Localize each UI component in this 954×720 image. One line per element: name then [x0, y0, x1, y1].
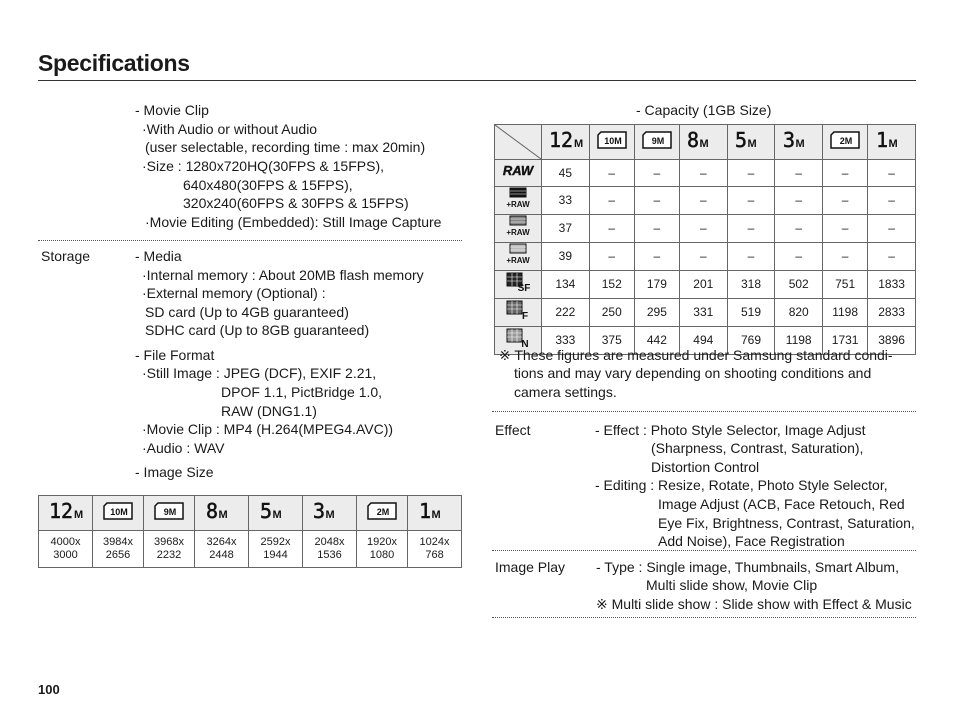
image-size-values-row [39, 531, 462, 568]
capacity-table [494, 124, 916, 355]
capacity-cell: 33 [542, 186, 590, 214]
still-image-format-1: ·Still Image : JPEG (DCF), EXIF 2.21, [142, 365, 377, 381]
audio-format: ·Audio : WAV [142, 440, 225, 456]
capacity-cell: – [589, 186, 634, 214]
internal-memory: ·Internal memory : About 20MB flash memory [142, 267, 424, 283]
capacity-cell: – [868, 186, 916, 214]
res-icon [685, 129, 721, 156]
external-memory: ·External memory (Optional) : [142, 285, 326, 301]
capacity-row [495, 298, 916, 326]
capacity-cell: – [589, 214, 634, 242]
svg-text:10M: 10M [110, 506, 128, 517]
quality-icon [495, 214, 542, 242]
svg-text:5: 5 [735, 128, 748, 151]
capacity-cell: 751 [823, 270, 868, 298]
capacity-cell: – [823, 214, 868, 242]
res-icon [733, 129, 769, 156]
cap-3m-icon [775, 125, 823, 160]
capacity-cell: 375 [589, 326, 634, 354]
capacity-cell: – [679, 242, 727, 270]
capacity-cell: 820 [775, 298, 823, 326]
capacity-cell: – [868, 160, 916, 187]
capacity-cell: 442 [634, 326, 679, 354]
svg-text:2M: 2M [839, 135, 853, 146]
capacity-cell: 494 [679, 326, 727, 354]
svg-text:1: 1 [418, 499, 431, 522]
res-icon [874, 129, 910, 156]
quality-icon [495, 160, 542, 187]
size-9m-icon [144, 496, 195, 531]
size-10m-icon [92, 496, 143, 531]
capacity-cell: – [679, 160, 727, 187]
res-icon [258, 500, 294, 527]
diagonal-line [495, 125, 541, 159]
image-size-table [38, 495, 462, 568]
svg-text:M: M [795, 137, 805, 150]
capacity-cell: 333 [542, 326, 590, 354]
svg-text:+RAW: +RAW [506, 227, 530, 237]
res-icon [365, 501, 399, 526]
capacity-cell: – [775, 186, 823, 214]
image-play-line-2: Multi slide show, Movie Clip [646, 577, 818, 593]
svg-text:M: M [888, 137, 898, 150]
page-number: 100 [38, 682, 60, 697]
capacity-cell: 1833 [868, 270, 916, 298]
quality-icon [495, 298, 542, 326]
capacity-cell: – [679, 186, 727, 214]
res-icon [781, 129, 817, 156]
capacity-cell: 519 [727, 298, 775, 326]
svg-text:RAW: RAW [502, 163, 534, 179]
size-cell: 1920x 1080 [356, 531, 407, 568]
quality-icon [495, 186, 542, 214]
capacity-cell: – [727, 214, 775, 242]
capacity-cell: – [634, 214, 679, 242]
effect-line-2: (Sharpness, Contrast, Saturation), [651, 440, 864, 456]
cap-5m-icon [727, 125, 775, 160]
movie-clip-recording-time: (user selectable, recording time : max 20min) [145, 139, 426, 155]
cap-2m-icon [823, 125, 868, 160]
svg-text:M: M [747, 137, 757, 150]
size-cell: 3984x 2656 [92, 531, 143, 568]
editing-line-3: Eye Fix, Brightness, Contrast, Saturation, [658, 515, 915, 531]
svg-text:SF: SF [517, 282, 531, 293]
svg-text:8: 8 [205, 499, 218, 522]
still-image-format-2: DPOF 1.1, PictBridge 1.0, [221, 384, 383, 400]
capacity-cell: – [727, 186, 775, 214]
svg-text:M: M [574, 137, 584, 150]
image-size-heading: - Image Size [135, 464, 214, 480]
res-icon [101, 501, 135, 526]
sdhc-card: SDHC card (Up to 8GB guaranteed) [145, 322, 370, 338]
cap-8m-icon [679, 125, 727, 160]
capacity-cell: 1198 [823, 298, 868, 326]
movie-clip-heading: - Movie Clip [135, 102, 209, 118]
movie-clip-editing: ·Movie Editing (Embedded): Still Image Capture [145, 214, 442, 230]
effect-line-3: Distortion Control [651, 459, 760, 475]
capacity-cell: – [634, 242, 679, 270]
res-icon [47, 500, 83, 527]
size-5m-icon [249, 496, 303, 531]
svg-text:8: 8 [687, 128, 700, 151]
capacity-cell: 222 [542, 298, 590, 326]
quality-icon [495, 242, 542, 270]
corner-cell [495, 125, 542, 160]
svg-text:M: M [699, 137, 709, 150]
capacity-cell: – [868, 242, 916, 270]
svg-text:M: M [74, 508, 84, 521]
capacity-cell: 331 [679, 298, 727, 326]
size-cell: 3264x 2448 [195, 531, 249, 568]
media-heading: - Media [135, 248, 182, 264]
capacity-cell: – [823, 242, 868, 270]
svg-text:9M: 9M [651, 135, 665, 146]
size-8m-icon [195, 496, 249, 531]
svg-text:3: 3 [782, 128, 795, 151]
capacity-cell: – [823, 160, 868, 187]
page-title: Specifications [38, 50, 190, 76]
cap-12m-icon [542, 125, 590, 160]
capacity-cell: 769 [727, 326, 775, 354]
capacity-cell: – [775, 160, 823, 187]
capacity-cell: 39 [542, 242, 590, 270]
capacity-cell: – [589, 242, 634, 270]
capacity-cell: 45 [542, 160, 590, 187]
res-icon [547, 129, 583, 156]
effect-line-1: - Effect : Photo Style Selector, Image Adjust [595, 422, 866, 438]
editing-line-4: Add Noise), Face Registration [658, 533, 845, 549]
section-divider [38, 240, 462, 241]
svg-text:2M: 2M [376, 506, 390, 517]
image-play-line-3: ※ Multi slide show : Slide show with Effect & Music [596, 596, 912, 612]
svg-text:5: 5 [259, 499, 272, 522]
capacity-cell: – [823, 186, 868, 214]
sd-card: SD card (Up to 4GB guaranteed) [145, 304, 349, 320]
svg-text:12: 12 [49, 499, 74, 522]
svg-text:+RAW: +RAW [506, 199, 530, 209]
file-format-heading: - File Format [135, 347, 215, 363]
capacity-note-3: camera settings. [514, 384, 617, 400]
capacity-row [495, 160, 916, 187]
title-divider [38, 80, 916, 81]
capacity-cell: – [679, 214, 727, 242]
movie-clip-audio: ·With Audio or without Audio [142, 121, 318, 137]
capacity-row [495, 214, 916, 242]
capacity-row [495, 242, 916, 270]
movie-clip-size-3: 320x240(60FPS & 30FPS & 15FPS) [183, 195, 409, 211]
svg-text:M: M [325, 508, 336, 521]
res-icon [828, 130, 862, 155]
capacity-cell: – [868, 214, 916, 242]
capacity-cell: – [727, 242, 775, 270]
size-2m-icon [356, 496, 407, 531]
capacity-cell: 502 [775, 270, 823, 298]
capacity-header-row [495, 125, 916, 160]
capacity-cell: – [589, 160, 634, 187]
size-cell: 2592x 1944 [249, 531, 303, 568]
capacity-note-2: tions and may vary depending on shooting conditions and [514, 365, 872, 381]
capacity-cell: 37 [542, 214, 590, 242]
image-size-icon-row [39, 496, 462, 531]
res-icon [595, 130, 629, 155]
svg-text:M: M [272, 508, 282, 521]
capacity-cell: 1731 [823, 326, 868, 354]
capacity-cell: – [634, 160, 679, 187]
svg-text:10M: 10M [604, 135, 622, 146]
storage-label: Storage [41, 248, 91, 264]
editing-line-1: - Editing : Resize, Rotate, Photo Style Selector, [595, 477, 888, 493]
capacity-cell: – [727, 160, 775, 187]
capacity-cell: 318 [727, 270, 775, 298]
capacity-note-1: ※ These figures are measured under Samsung standard condi- [499, 347, 893, 363]
section-divider [492, 550, 916, 551]
cap-10m-icon [589, 125, 634, 160]
res-icon [640, 130, 674, 155]
svg-text:F: F [521, 310, 529, 321]
size-cell: 1024x 768 [408, 531, 462, 568]
svg-text:3: 3 [313, 499, 326, 522]
capacity-cell: 250 [589, 298, 634, 326]
res-icon [417, 500, 453, 527]
capacity-cell: – [634, 186, 679, 214]
capacity-cell: 134 [542, 270, 590, 298]
capacity-cell: 3896 [868, 326, 916, 354]
size-cell: 3968x 2232 [144, 531, 195, 568]
capacity-cell: – [775, 242, 823, 270]
svg-text:N: N [521, 338, 529, 349]
res-icon [311, 500, 347, 527]
image-play-label: Image Play [495, 559, 566, 575]
capacity-cell: 2833 [868, 298, 916, 326]
movie-clip-size-2: 640x480(30FPS & 15FPS), [183, 177, 353, 193]
capacity-cell: 152 [589, 270, 634, 298]
size-3m-icon [303, 496, 357, 531]
svg-text:12: 12 [549, 128, 574, 151]
still-image-format-3: RAW (DNG1.1) [221, 403, 317, 419]
image-play-line-1: - Type : Single image, Thumbnails, Smart Album, [596, 559, 899, 575]
quality-icon [495, 270, 542, 298]
capacity-cell: 1198 [775, 326, 823, 354]
movie-clip-size-1: ·Size : 1280x720HQ(30FPS & 15FPS), [142, 158, 384, 174]
res-icon [152, 501, 186, 526]
section-divider [492, 617, 916, 618]
capacity-cell: 179 [634, 270, 679, 298]
svg-text:9M: 9M [163, 506, 177, 517]
section-divider [492, 411, 916, 412]
capacity-cell: 201 [679, 270, 727, 298]
cap-9m-icon [634, 125, 679, 160]
effect-label: Effect [495, 422, 531, 438]
size-1m-icon [408, 496, 462, 531]
movie-clip-format: ·Movie Clip : MP4 (H.264(MPEG4.AVC)) [142, 421, 394, 437]
svg-text:M: M [218, 508, 228, 521]
size-cell: 4000x 3000 [39, 531, 93, 568]
capacity-row [495, 270, 916, 298]
capacity-cell: 295 [634, 298, 679, 326]
svg-text:M: M [431, 508, 441, 521]
editing-line-2: Image Adjust (ACB, Face Retouch, Red [658, 496, 905, 512]
capacity-row [495, 186, 916, 214]
capacity-heading: - Capacity (1GB Size) [636, 102, 772, 118]
cap-1m-icon [868, 125, 916, 160]
size-12m-icon [39, 496, 93, 531]
res-icon [204, 500, 240, 527]
capacity-cell: – [775, 214, 823, 242]
svg-text:+RAW: +RAW [506, 255, 530, 265]
size-cell: 2048x 1536 [303, 531, 357, 568]
svg-text:1: 1 [875, 128, 888, 151]
